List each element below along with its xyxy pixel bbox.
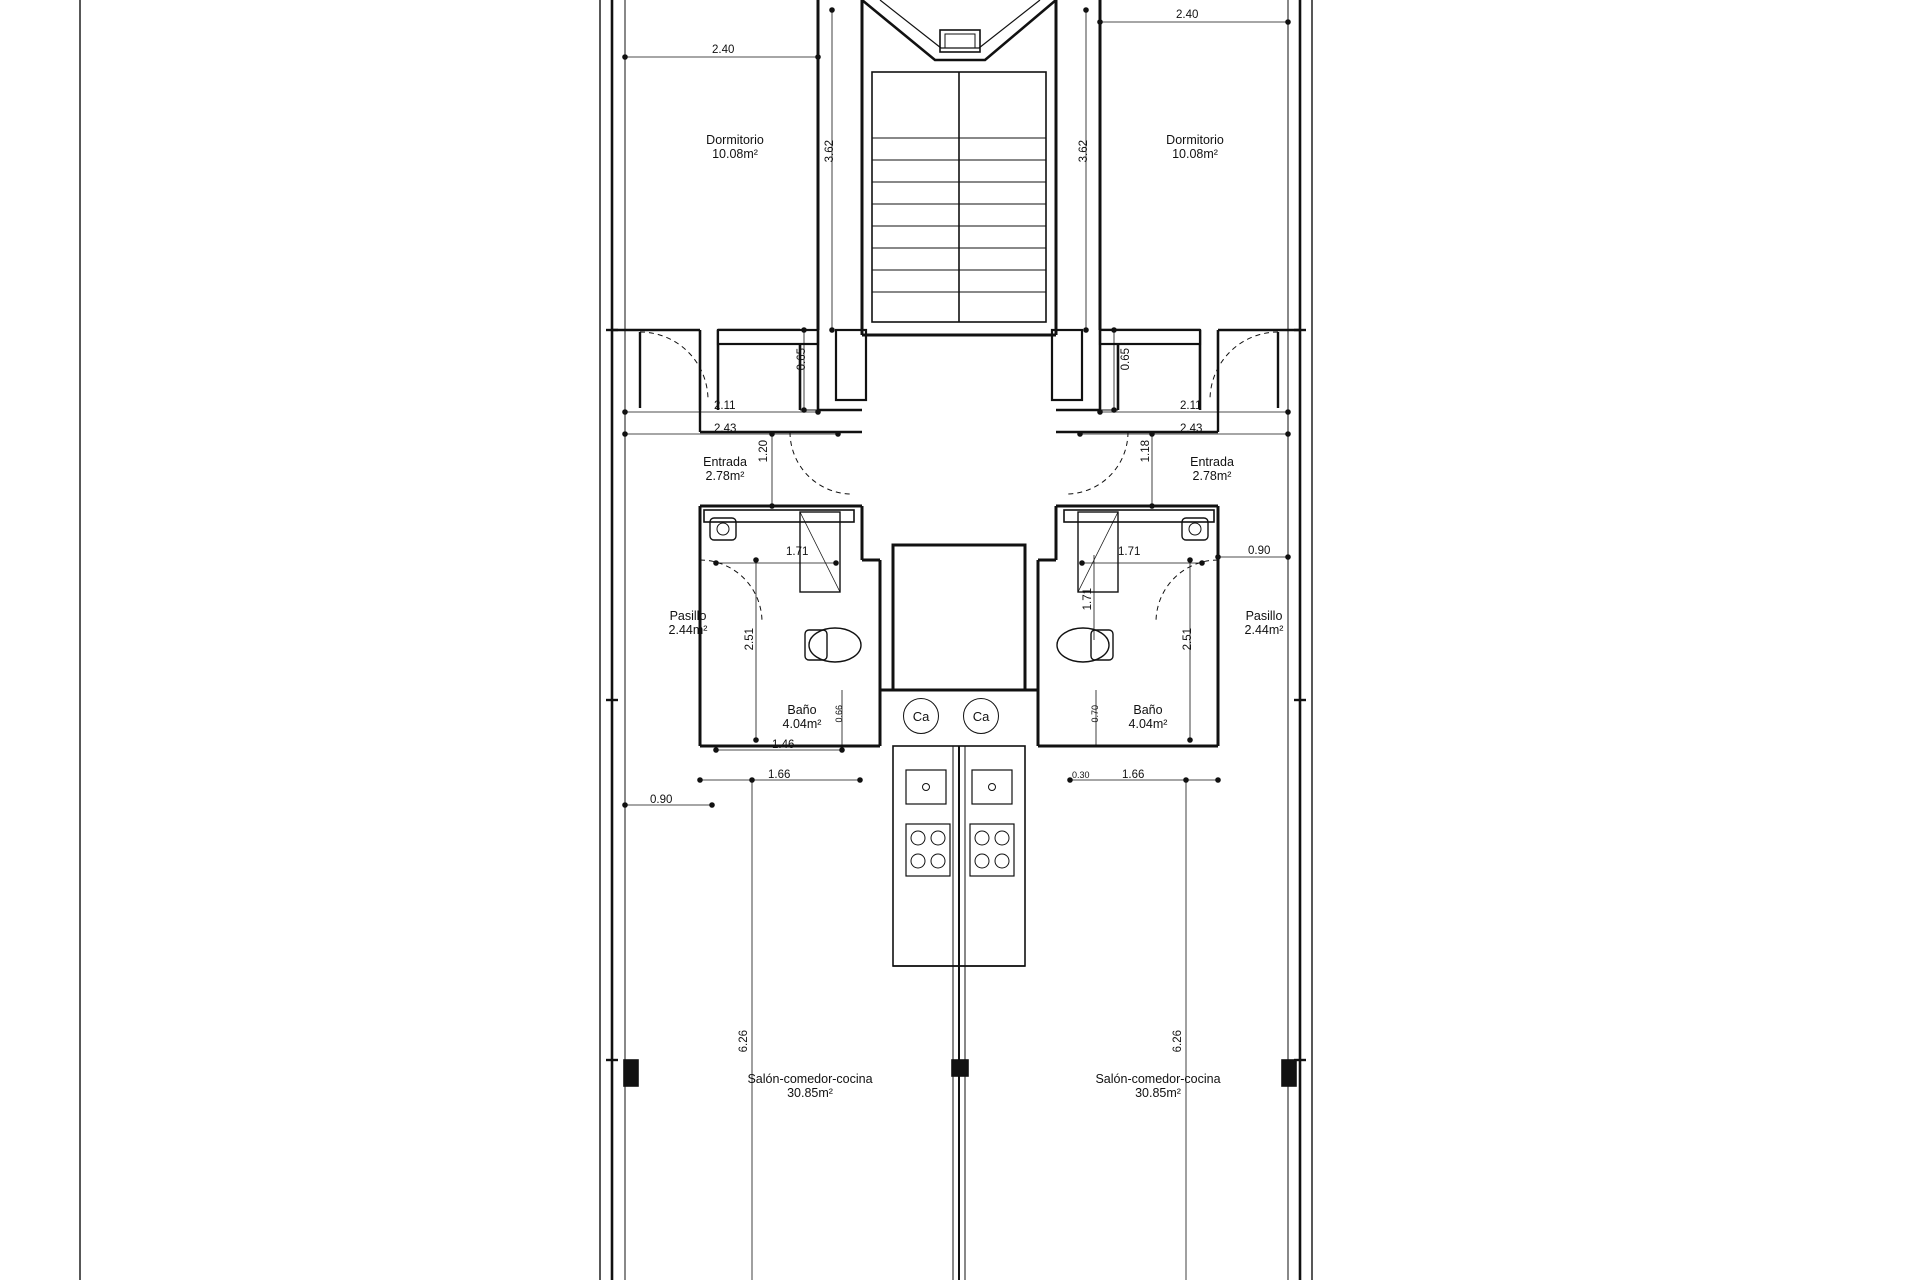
dimension-1-66-right: 1.66 bbox=[1122, 769, 1145, 781]
room-label-pasillo-left bbox=[669, 609, 708, 637]
dimension-3-62-right: 3.62 bbox=[1078, 140, 1090, 163]
boiler-badge-left bbox=[903, 698, 939, 734]
room-area: 2.78m² bbox=[1192, 469, 1232, 483]
room-name: Dormitorio bbox=[1166, 133, 1224, 147]
dimension-1-20-left: 1.20 bbox=[758, 440, 770, 463]
dimension-0-70-right: 0.70 bbox=[1090, 705, 1100, 723]
room-area: 10.08m² bbox=[712, 147, 758, 161]
dimension-1-71-right-vertical: 1.71 bbox=[1082, 588, 1094, 611]
dimension-2-11-left: 2.11 bbox=[714, 400, 736, 412]
room-label-entrada-left bbox=[703, 455, 747, 483]
room-area: 30.85m² bbox=[1135, 1086, 1181, 1100]
room-name: Pasillo bbox=[1245, 609, 1283, 623]
room-label-dormitorio-right bbox=[1166, 133, 1224, 161]
dimension-0-65-left: 0.65 bbox=[796, 348, 808, 371]
boiler-badge-label: Ca bbox=[912, 708, 930, 724]
dimension-1-71-left: 1.71 bbox=[786, 546, 809, 558]
dimension-1-18-right: 1.18 bbox=[1140, 440, 1152, 463]
room-label-entrada-right bbox=[1190, 455, 1234, 483]
room-area: 30.85m² bbox=[787, 1086, 833, 1100]
dimension-3-62-left: 3.62 bbox=[824, 140, 836, 163]
room-name: Salón-comedor-cocina bbox=[747, 1072, 873, 1086]
room-area: 4.04m² bbox=[782, 717, 822, 731]
boiler-badge-right bbox=[963, 698, 999, 734]
dimension-2-51-right: 2.51 bbox=[1182, 628, 1194, 651]
room-name: Entrada bbox=[1190, 455, 1234, 469]
room-label-pasillo-right bbox=[1245, 609, 1284, 637]
room-label-bano-left bbox=[783, 703, 822, 731]
room-name: Baño bbox=[1133, 703, 1163, 717]
dimension-1-46-left: 1.46 bbox=[772, 739, 795, 751]
dimension-2-51-left: 2.51 bbox=[744, 628, 756, 651]
room-name: Baño bbox=[787, 703, 817, 717]
room-label-dormitorio-left bbox=[706, 133, 764, 161]
dimension-2-43-left: 2.43 bbox=[714, 423, 737, 435]
dimension-2-40-top-right: 2.40 bbox=[1176, 9, 1199, 21]
room-name: Pasillo bbox=[669, 609, 707, 623]
dimension-0-30-right: 0.30 bbox=[1072, 770, 1090, 780]
dimension-6-26-right: 6.26 bbox=[1172, 1030, 1184, 1053]
dimension-1-66-left: 1.66 bbox=[768, 769, 791, 781]
dimension-0-90-bottom-left: 0.90 bbox=[650, 794, 673, 806]
room-name: Salón-comedor-cocina bbox=[1095, 1072, 1221, 1086]
room-area: 10.08m² bbox=[1172, 147, 1218, 161]
room-name: Dormitorio bbox=[706, 133, 764, 147]
dimension-1-71-right: 1.71 bbox=[1118, 546, 1141, 558]
boiler-badge-label: Ca bbox=[972, 708, 990, 724]
room-area: 2.78m² bbox=[705, 469, 745, 483]
dimension-2-11-right: 2.11 bbox=[1180, 400, 1202, 412]
room-area: 2.44m² bbox=[668, 623, 708, 637]
dimension-6-26-left: 6.26 bbox=[738, 1030, 750, 1053]
dimension-2-40-top-left: 2.40 bbox=[712, 44, 735, 56]
room-label-salon-left bbox=[747, 1072, 872, 1100]
room-label-salon-right bbox=[1095, 1072, 1220, 1100]
room-area: 4.04m² bbox=[1128, 717, 1168, 731]
room-name: Entrada bbox=[703, 455, 747, 469]
dimension-0-90-right-top: 0.90 bbox=[1248, 545, 1271, 557]
dimension-0-66-left: 0.66 bbox=[834, 705, 844, 723]
dimension-2-43-right: 2.43 bbox=[1180, 423, 1203, 435]
room-area: 2.44m² bbox=[1244, 623, 1284, 637]
dimension-0-65-right: 0.65 bbox=[1120, 348, 1132, 371]
room-label-bano-right bbox=[1129, 703, 1168, 731]
